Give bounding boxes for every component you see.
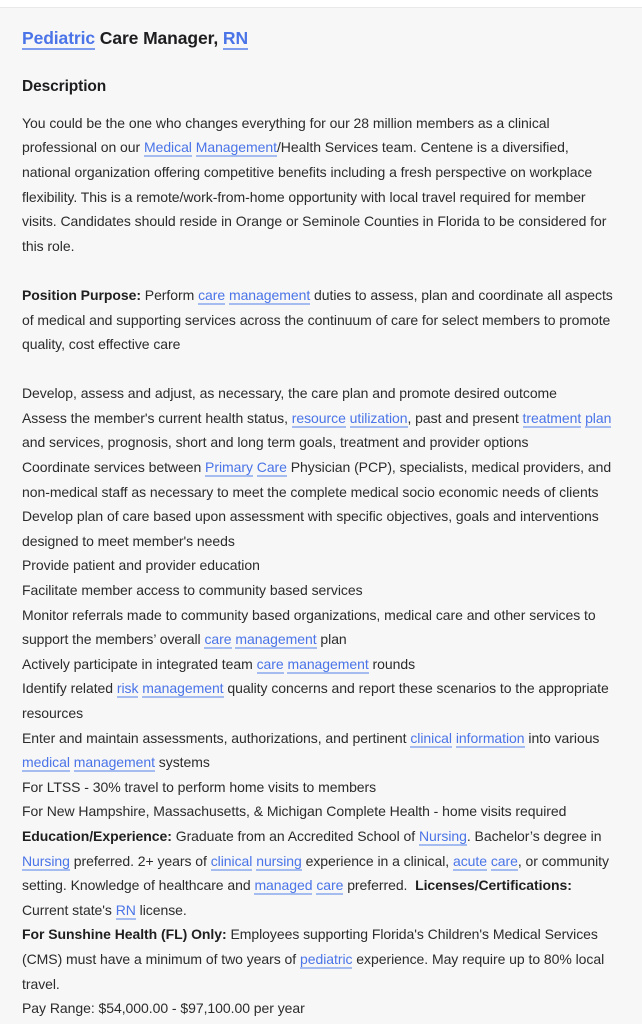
text-run: experience. May require up to 80% local travel.	[22, 950, 605, 992]
text-run: rounds	[368, 655, 416, 672]
inline-link[interactable]	[257, 656, 369, 674]
inline-link[interactable]	[419, 828, 467, 846]
text-run: Enter and maintain assessments, authorizations, and pertinent	[22, 729, 411, 746]
link-word: resource	[291, 409, 346, 426]
inline-link[interactable]	[22, 853, 70, 871]
text-run: Physician (PCP), specialists, medical providers, and non-medical staff as necessary to meet the complete medical socio economic needs of clients	[22, 459, 612, 500]
link-word: Nursing	[22, 852, 70, 869]
text-run: Pay Range: $54,000.00 - $97,100.00 per year	[22, 1000, 305, 1017]
text-run: Care Manager,	[95, 28, 223, 48]
text-run: Perform	[140, 286, 199, 303]
paragraph-block-position-purpose	[22, 283, 618, 357]
text-line	[22, 652, 618, 677]
inline-link[interactable]	[211, 853, 302, 871]
link-word: Primary	[205, 459, 253, 476]
link-word: clinical	[410, 729, 452, 746]
text-line	[22, 381, 618, 406]
inline-link[interactable]	[300, 951, 352, 969]
link-word: care	[204, 631, 232, 648]
text-run: You could be the one who changes everything for our 28 million members as a clinical professional on our	[22, 114, 550, 156]
link-word: care	[316, 877, 344, 894]
text-run: Employees supporting Florida's Children's Medical Services (CMS) must have a minimum of two years of	[22, 926, 598, 967]
text-run: . Bachelor’s degree in	[466, 827, 602, 844]
link-word: information	[455, 729, 525, 746]
text-run: and services, prognosis, short and long term goals, treatment and provider options	[22, 434, 529, 451]
paragraph-block-details	[22, 381, 618, 1020]
inline-link[interactable]	[523, 410, 612, 428]
text-line	[22, 726, 618, 775]
inline-link[interactable]	[117, 680, 224, 698]
link-word: management	[142, 680, 224, 697]
link-word: RN	[222, 28, 248, 48]
link-word: medical	[22, 754, 70, 771]
text-line	[22, 406, 618, 455]
link-word: risk	[116, 680, 139, 697]
text-run: Graduate from an Accredited School of	[171, 827, 419, 844]
link-word: RN	[115, 901, 136, 918]
text-run: Provide patient and provider education	[22, 557, 260, 574]
text-run: , or community setting. Knowledge of healthcare and	[22, 852, 609, 894]
text-run: quality concerns and report these scenarios to the appropriate resources	[22, 680, 609, 722]
text-run: duties to assess, plan and coordinate all aspects of medical and supporting services across the continuum of care for select members to promote quality, cost effective care	[22, 286, 613, 353]
text-line	[22, 578, 618, 603]
text-run: For New Hampshire, Massachusetts, & Michigan Complete Health - home visits required	[22, 803, 567, 820]
inline-link[interactable]	[144, 139, 277, 157]
link-word: management	[235, 631, 317, 648]
text-run: Identify related	[22, 680, 117, 697]
text-run: Actively participate in integrated team	[22, 655, 257, 672]
paragraph-block-intro	[22, 111, 618, 259]
inline-link[interactable]	[22, 754, 155, 772]
link-word: management	[73, 754, 155, 771]
inline-link[interactable]	[453, 853, 518, 871]
text-line	[22, 603, 618, 652]
inline-link[interactable]	[205, 459, 287, 477]
text-run: preferred.	[343, 877, 416, 894]
inline-link[interactable]	[198, 287, 310, 305]
text-run: Develop, assess and adjust, as necessary, the care plan and promote desired outcome	[22, 385, 557, 402]
text-run: , past and present	[407, 409, 523, 426]
link-word: management	[228, 286, 311, 303]
bold-text-run: Position Purpose:	[22, 286, 141, 303]
link-word: Medical	[143, 139, 192, 156]
text-run: experience in a clinical,	[301, 852, 453, 869]
text-run: Assess the member's current health status,	[22, 409, 292, 426]
link-word: clinical	[210, 852, 253, 869]
inline-link[interactable]	[22, 28, 95, 50]
text-run: Coordinate services between	[22, 459, 206, 476]
text-line	[22, 111, 618, 259]
text-line	[22, 775, 618, 800]
text-run: For LTSS - 30% travel to perform home visits to members	[22, 778, 377, 795]
inline-link[interactable]	[254, 877, 343, 895]
link-word: Nursing	[418, 827, 467, 844]
text-line	[22, 824, 618, 922]
text-run: plan	[316, 631, 347, 648]
link-word: management	[287, 655, 369, 672]
link-word: pediatric	[299, 950, 353, 967]
text-line	[22, 799, 618, 824]
text-run: /Health Services team. Centene is a diversified, national organization offering competitive benefits including a fresh perspective on workplace flexibility. This is a remote/work-from-home opportunity with local travel required for member visits. Candidates should reside in Orange or Seminole Counties in Florida to be considered for this role.	[22, 139, 607, 254]
text-line	[22, 455, 618, 504]
job-title	[22, 27, 618, 51]
text-line	[22, 676, 618, 725]
inline-link[interactable]	[292, 410, 408, 428]
text-line	[22, 283, 618, 357]
link-word: nursing	[256, 852, 302, 869]
text-line	[22, 553, 618, 578]
bold-text-run: For Sunshine Health (FL) Only:	[22, 926, 227, 943]
link-word: Pediatric	[22, 28, 96, 48]
link-word: Management	[195, 139, 277, 156]
text-run: Develop plan of care based upon assessment with specific objectives, goals and interventions designed to meet member's needs	[22, 508, 599, 549]
text-run: systems	[154, 754, 210, 771]
job-description-body	[22, 111, 618, 1021]
text-run: Monitor referrals made to community based organizations, medical care and other services to support the members’ overall	[22, 606, 596, 648]
bold-text-run: Education/Experience:	[22, 827, 172, 844]
inline-link[interactable]	[116, 902, 136, 920]
text-line	[22, 922, 618, 996]
link-word: care	[490, 852, 518, 869]
text-run: into various	[524, 729, 600, 746]
text-run: preferred. 2+ years of	[69, 852, 211, 869]
link-word: Care	[256, 459, 287, 476]
top-strip	[0, 0, 642, 8]
link-word: managed	[254, 877, 313, 894]
link-word: care	[256, 655, 284, 672]
text-run: Current state's	[22, 901, 116, 918]
job-posting-content	[0, 27, 642, 1021]
link-word: treatment	[522, 409, 582, 426]
link-word: utilization	[349, 409, 408, 426]
text-run: license.	[135, 901, 187, 918]
link-word: acute	[452, 852, 487, 869]
text-run: Facilitate member access to community based services	[22, 582, 363, 599]
link-word: care	[198, 286, 226, 303]
description-heading: Description	[22, 77, 107, 95]
text-line	[22, 504, 618, 553]
inline-link[interactable]	[223, 28, 248, 50]
inline-link[interactable]	[410, 730, 524, 748]
inline-link[interactable]	[204, 631, 316, 649]
bold-text-run: Licenses/Certifications:	[415, 877, 572, 894]
text-line	[22, 996, 618, 1021]
link-word: plan	[585, 409, 612, 426]
